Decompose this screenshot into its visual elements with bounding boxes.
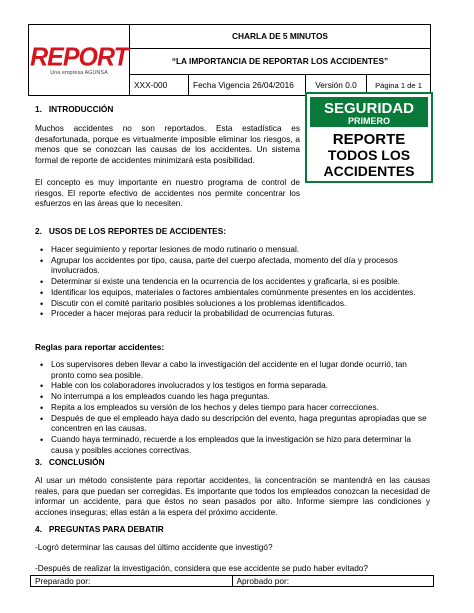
approved-by-field: Aprobado por:	[232, 576, 434, 587]
version-label: Versión 0.0	[306, 75, 367, 96]
list-item: • Identificar los equipos, materiales o factores ambientales comúnmente presentes en los accidentes.	[35, 288, 430, 299]
section-3-title: 3. CONCLUSIÓN	[35, 457, 105, 467]
safety-sign-image	[305, 92, 433, 183]
validity-date: Fecha Vigencia 26/04/2016	[189, 75, 306, 96]
list-item: • No interrumpa a los empleados cuando les haga preguntas.	[35, 392, 430, 403]
rules-title: Reglas para reportar accidentes:	[35, 342, 165, 352]
section-1-title: 1. INTRODUCCIÓN	[35, 104, 114, 114]
section-2-title: 2. USOS DE LOS REPORTES DE ACCIDENTES:	[35, 226, 227, 236]
list-item: • Cuando haya terminado, recuerde a los empleados que la investigación se hizo para determinar la causa y posibles acciones correctivas.	[35, 435, 430, 456]
document-code: XXX-000	[130, 75, 189, 96]
conclusion-paragraph: Al usar un método consistente para reportar accidentes, la concentración se mantendrá en las causas reales, para que puedan ser corregidas. Es importante que todos los empleados conozcan la necesidad de informar un accidente, para que éstos no sean pasados por alto. Informe siempre las condiciones y acciones inseguras; ellas están a la espera del próximo accidente.	[35, 476, 430, 518]
list-item: • Repita a los empleados su versión de los hechos y deles tiempo para hacer correcciones.	[35, 403, 430, 414]
document-title: CHARLA DE 5 MINUTOS	[130, 25, 431, 49]
document-subtitle: “LA IMPORTANCIA DE REPORTAR LOS ACCIDENTES”	[130, 48, 431, 74]
intro-paragraph-1: Muchos accidentes no son reportados. Esta estadística es desafortunada, porque es virtualmente imposible eliminar los riesgos, a menos que se conozcan las causas de los accidentes. Un sistema formal de reporte de accidentes minimizará esta posibilidad.	[35, 124, 300, 166]
sign-line-accidentes: ACCIDENTES	[323, 163, 415, 179]
list-item: • Los supervisores deben llevar a cabo la investigación del accidente en el lugar donde ocurrió, tan pronto como sea posible.	[35, 360, 430, 381]
sign-line-reporte: REPORTE	[332, 131, 406, 148]
sign-line-primero: PRIMERO	[347, 116, 391, 126]
section-4-title: 4. PREGUNTAS PARA DEBATIR	[35, 524, 164, 534]
company-logo: REPORT	[30, 41, 128, 72]
list-item: • Hable con los colaboradores involucrados y los testigos en forma separada.	[35, 381, 430, 392]
signature-table	[30, 575, 434, 587]
debate-question-1: -Logró determinar las causas del último accidente que investigó?	[35, 543, 273, 552]
sign-line-todos-los: TODOS LOS	[327, 147, 411, 163]
logo-tagline: Una empresa AGUNSA	[50, 69, 108, 76]
sign-line-seguridad: SEGURIDAD	[323, 100, 415, 117]
list-item: • Agrupar los accidentes por tipo, causa, parte del cuerpo afectada, momento del día y procesos involucrados.	[35, 256, 430, 277]
list-item: • Determinar si existe una tendencia en la ocurrencia de los accidentes y graficarla, si es posible.	[35, 277, 430, 288]
prepared-by-field: Preparado por:	[31, 576, 233, 587]
rules-list	[35, 360, 430, 456]
intro-paragraph-2: El concepto es muy importante en nuestro programa de control de riesgos. El reporte efectivo de accidentes nos permite concentrar los esfuerzos en las áreas que lo necesiten.	[35, 178, 300, 209]
list-item: • Discutir con el comité paritario posibles soluciones a los problemas identificados.	[35, 299, 430, 310]
uses-list	[35, 245, 430, 320]
list-item: • Después de que el empleado haya dado su descripción del evento, haga preguntas apropiadas que se concentren en las causas.	[35, 414, 430, 435]
page-number: Página 1 de 1	[367, 75, 431, 96]
list-item: • Hacer seguimiento y reportar lesiones de modo rutinario o mensual.	[35, 245, 430, 256]
header-table	[28, 24, 431, 96]
logo-cell	[29, 25, 130, 96]
list-item: • Proceder a hacer mejoras para reducir la probabilidad de ocurrencias futuras.	[35, 309, 430, 320]
debate-question-2: -Después de realizar la investigación, considera que ese accidente se pudo haber evitado?	[35, 564, 368, 573]
